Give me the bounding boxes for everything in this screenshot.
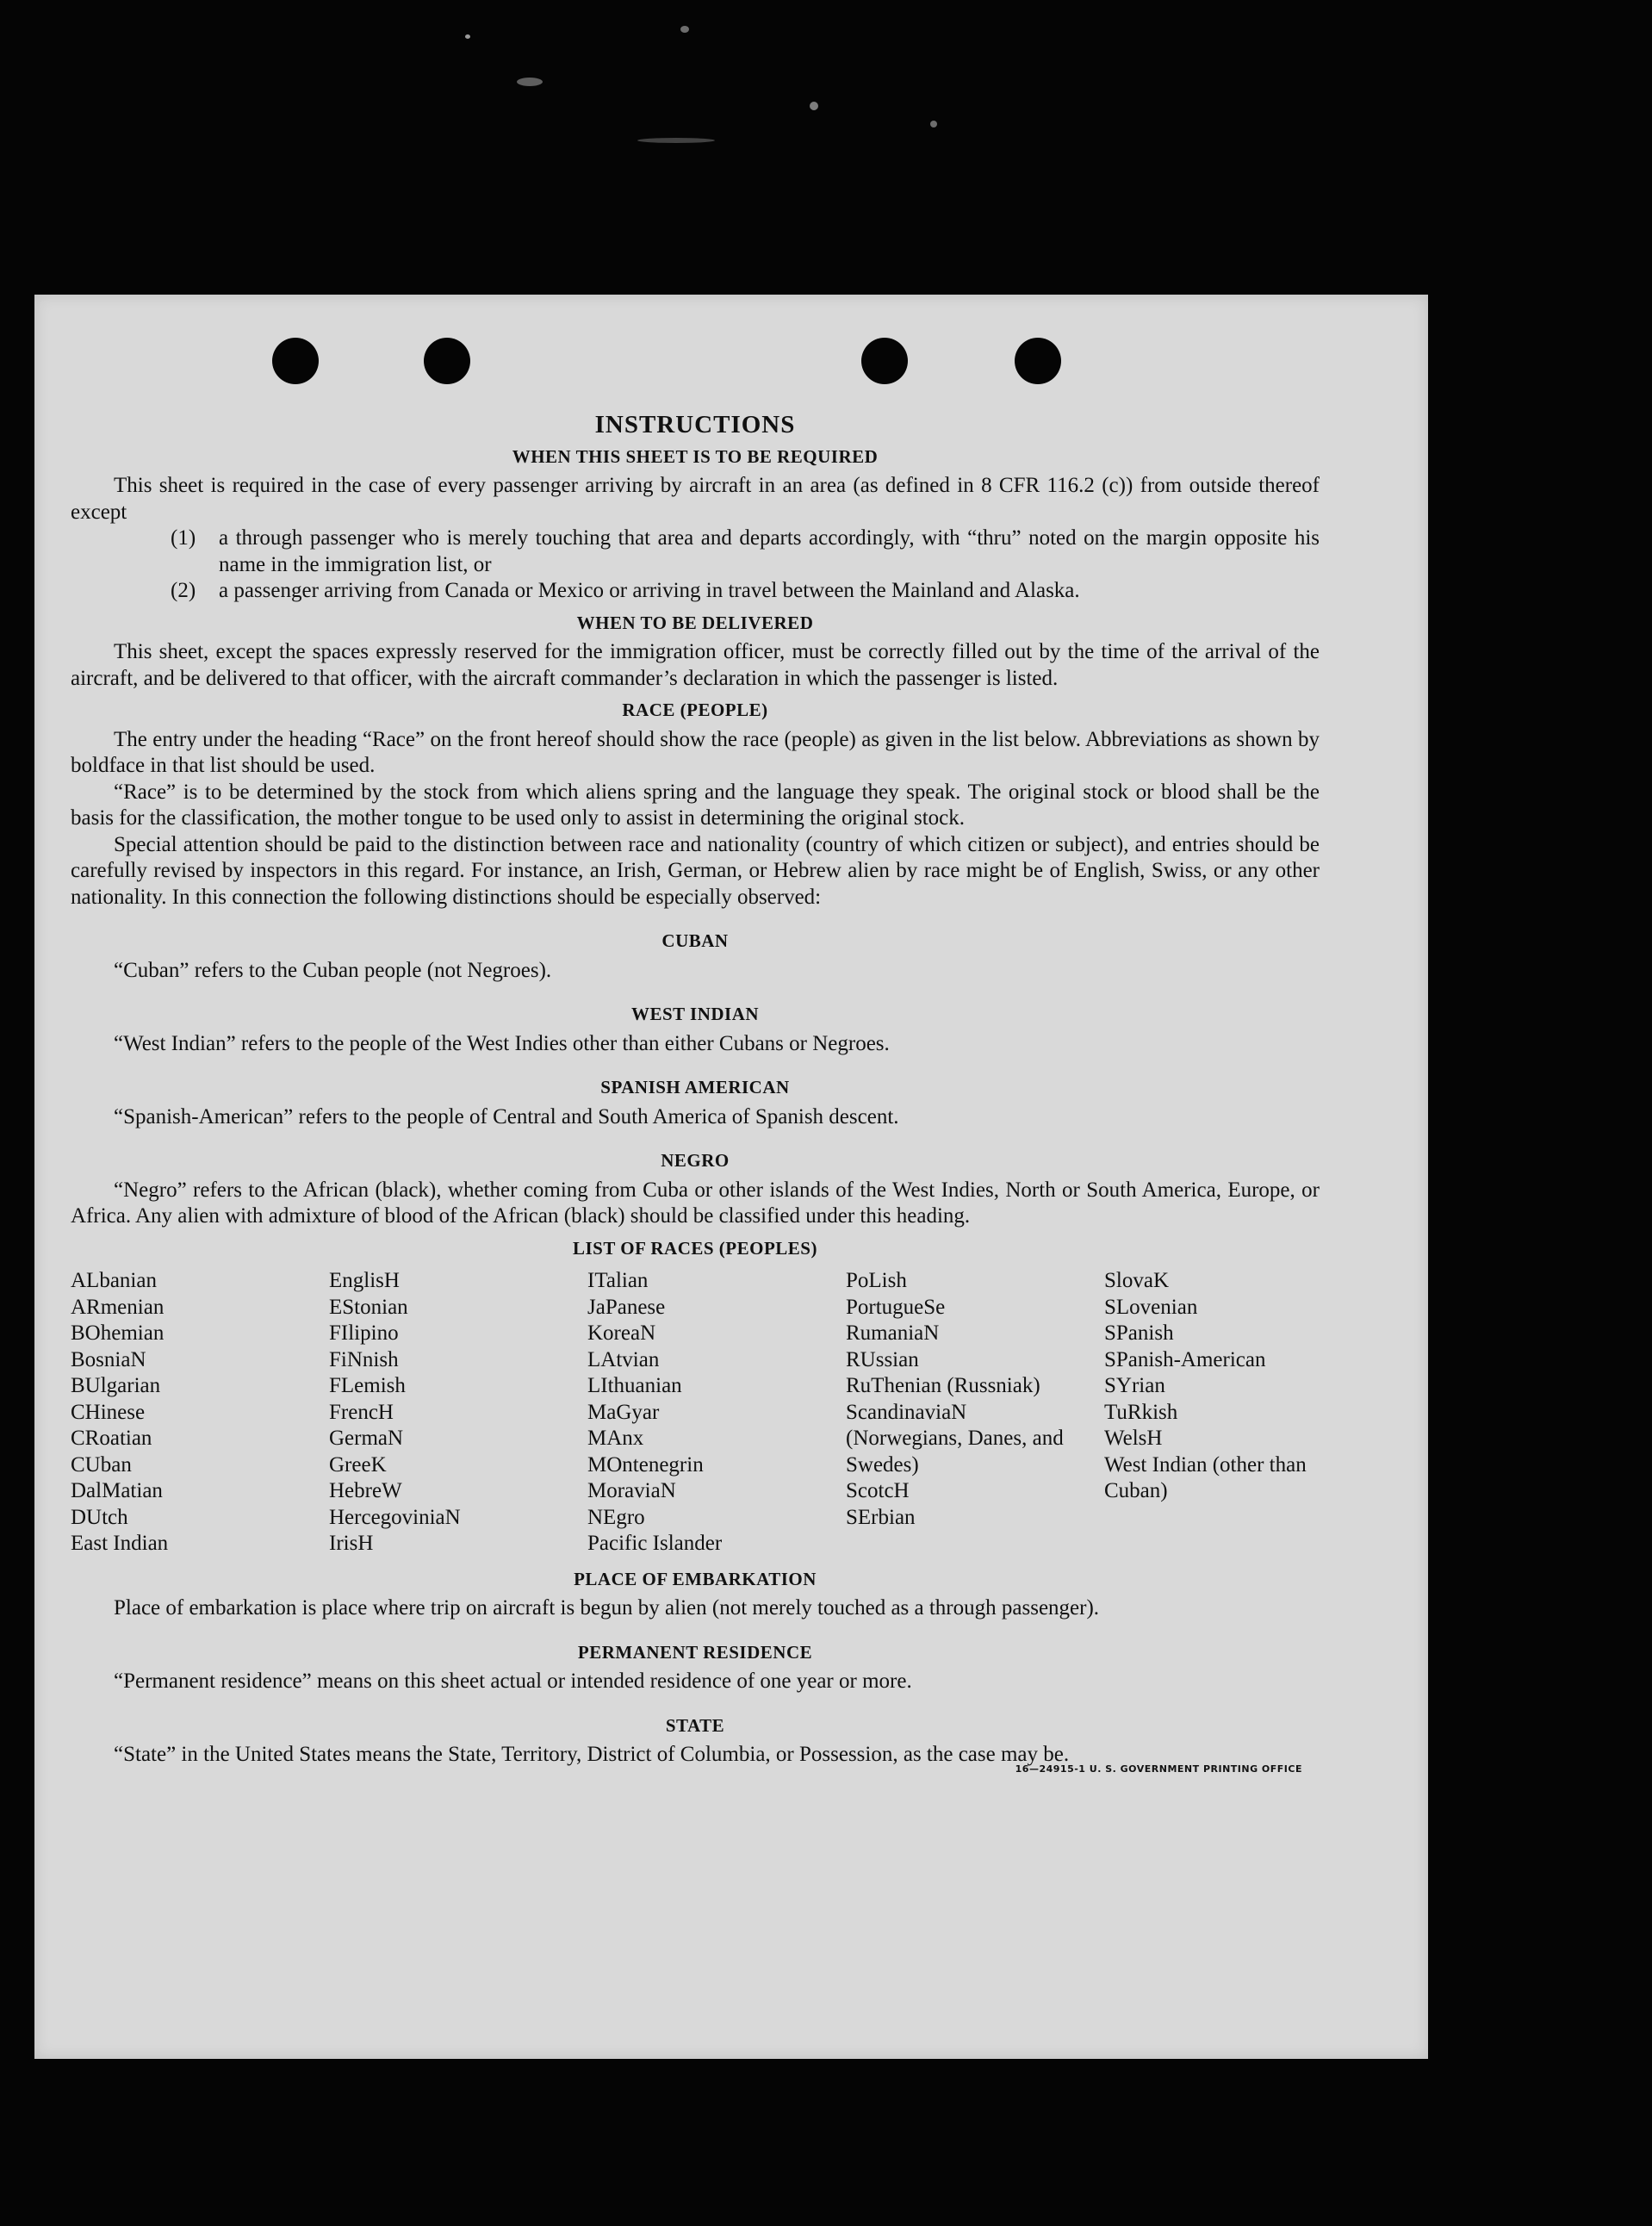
exception-text: a passenger arriving from Canada or Mexico or arriving in travel between the Mainland and Alaska.	[219, 579, 1080, 602]
race-item: MOntenegrin	[587, 1452, 704, 1477]
race-item: FIlipino	[329, 1321, 399, 1345]
race-item: LAtvian	[587, 1347, 660, 1371]
race-item: BOhemian	[71, 1321, 165, 1345]
race-column-3	[587, 1268, 829, 1558]
printing-office-code: 16—24915-1 U. S. GOVERNMENT PRINTING OFFICE	[1015, 1763, 1302, 1775]
race-item: East Indian	[71, 1532, 169, 1555]
race-item: JaPanese	[587, 1295, 666, 1319]
race-item: MaGyar	[587, 1400, 660, 1424]
race-item: NEgro	[587, 1505, 645, 1529]
race-item: PoLish	[846, 1269, 907, 1292]
race-item: ALbanian	[71, 1269, 157, 1292]
scan-speck	[517, 78, 543, 86]
punch-hole	[861, 338, 908, 384]
race-item: EnglisH	[329, 1269, 400, 1292]
west-indian-text: “West Indian” refers to the people of the West Indies other than either Cubans or Negroes.	[114, 1031, 890, 1055]
embarkation-text: Place of embarkation is place where trip on aircraft is begun by alien (not merely touched as a through passenger).	[114, 1596, 1100, 1620]
race-item: TuRkish	[1104, 1400, 1178, 1424]
race-column-4	[846, 1268, 1087, 1558]
race-item: HebreW	[329, 1479, 402, 1502]
section-heading-cuban: CUBAN	[661, 930, 729, 951]
section-heading-spanish-american: SPANISH AMERICAN	[600, 1077, 790, 1097]
section-heading-list-of-races: LIST OF RACES (PEOPLES)	[573, 1237, 817, 1259]
race-item: IrisH	[329, 1532, 374, 1555]
negro-text: “Negro” refers to the African (black), whether coming from Cuba or other islands of the West Indies, North or South America, Europe, or Africa. Any alien with admixture of blood of the African (black) should be classified under this heading.	[71, 1178, 1320, 1228]
race-item: DUtch	[71, 1505, 128, 1529]
race-column-2	[329, 1268, 570, 1558]
race-list	[71, 1268, 1320, 1558]
punch-hole	[1015, 338, 1061, 384]
scan-speck	[680, 26, 689, 33]
race-item: DalMatian	[71, 1479, 163, 1502]
race-item: ScotcH	[846, 1479, 910, 1502]
section-heading-race: RACE (PEOPLE)	[622, 700, 768, 720]
race-item: BosniaN	[71, 1347, 146, 1371]
race-item: SlovaK	[1104, 1269, 1169, 1292]
exception-number: (1)	[171, 526, 196, 550]
sheet-content	[71, 412, 1320, 1782]
race-item: BUlgarian	[71, 1374, 161, 1397]
exception-text: a through passenger who is merely touching that area and departs accordingly, with “thru” noted on the margin opposite his name in the immigration list, or	[219, 526, 1320, 576]
exception-item-1	[71, 525, 1320, 578]
section-heading-permanent-residence: PERMANENT RESIDENCE	[577, 1641, 813, 1663]
section-heading-negro: NEGRO	[661, 1150, 730, 1171]
race-item: SPanish	[1104, 1321, 1174, 1345]
race-item: PortugueSe	[846, 1295, 946, 1319]
race-item: GreeK	[329, 1452, 387, 1477]
race-item: FrencH	[329, 1400, 394, 1424]
cuban-text: “Cuban” refers to the Cuban people (not Negroes).	[114, 958, 552, 982]
punch-hole	[272, 338, 319, 384]
race-item: ScandinaviaN (Norwegians, Danes, and Swedes)	[846, 1400, 1064, 1477]
race-item: MoraviaN	[587, 1479, 676, 1502]
race-item: SErbian	[846, 1505, 916, 1529]
when-delivered-text: This sheet, except the spaces expressly reserved for the immigration officer, must be correctly filled out by the time of the arrival of the aircraft, and be delivered to that officer, with the aircraft commander’s declaration in which the passenger is listed.	[71, 640, 1320, 690]
section-heading-west-indian: WEST INDIAN	[630, 1004, 760, 1024]
section-heading-state: STATE	[665, 1714, 725, 1736]
race-item: HercegoviniaN	[329, 1505, 461, 1529]
section-heading-embarkation: PLACE OF EMBARKATION	[574, 1568, 817, 1589]
race-item: KoreaN	[587, 1321, 656, 1345]
race-column-5	[1104, 1268, 1320, 1558]
permanent-residence-text: “Permanent residence” means on this sheet actual or intended residence of one year or more.	[114, 1670, 912, 1693]
exception-number: (2)	[171, 579, 196, 602]
race-item: SYrian	[1104, 1374, 1165, 1397]
spanish-american-text: “Spanish-American” refers to the people of Central and South America of Spanish descent.	[114, 1104, 899, 1129]
race-item: CUban	[71, 1452, 132, 1477]
race-column-1	[71, 1268, 312, 1558]
section-heading-when-delivered: WHEN TO BE DELIVERED	[576, 612, 814, 633]
race-item: RuThenian (Russniak)	[846, 1374, 1040, 1397]
race-item: CHinese	[71, 1400, 146, 1424]
punch-hole	[424, 338, 470, 384]
race-item: FiNnish	[329, 1347, 399, 1371]
page-title: INSTRUCTIONS	[594, 411, 796, 438]
exception-item-2	[71, 578, 1320, 605]
race-item: West Indian (other than Cuban)	[1104, 1452, 1307, 1502]
race-item: GermaN	[329, 1427, 404, 1450]
race-item: SLovenian	[1104, 1295, 1198, 1319]
race-item: ITalian	[587, 1269, 649, 1292]
scan-speck	[465, 34, 470, 39]
when-required-intro: This sheet is required in the case of every passenger arriving by aircraft in an area (as defined in 8 CFR 116.2 (c)) from outside thereof except	[71, 474, 1320, 524]
race-item: RumaniaN	[846, 1321, 940, 1345]
race-item: RUssian	[846, 1347, 919, 1371]
race-item: SPanish-American	[1104, 1347, 1266, 1371]
section-heading-when-required: WHEN THIS SHEET IS TO BE REQUIRED	[512, 445, 879, 467]
scan-speck	[930, 121, 937, 127]
state-text: “State” in the United States means the State, Territory, District of Columbia, or Possession, as the case may be.	[114, 1743, 1070, 1766]
scan-speck	[810, 102, 818, 110]
race-paragraph-2: “Race” is to be determined by the stock from which aliens spring and the language they speak. The original stock or blood shall be the basis for the classification, the mother tongue to be used only to assist in determining the original stock.	[71, 780, 1320, 830]
race-item: WelsH	[1104, 1427, 1163, 1450]
race-paragraph-3: Special attention should be paid to the distinction between race and nationality (country of which citizen or subject), and entries should be carefully revised by inspectors in this regard. For instance, an Irish, German, or Hebrew alien by race might be of English, Swiss, or any other nationality. In this connection the following distinctions should be especially observed:	[71, 832, 1320, 909]
race-item: FLemish	[329, 1374, 406, 1397]
instruction-sheet	[34, 295, 1428, 2059]
race-item: CRoatian	[71, 1427, 152, 1450]
race-item: Pacific Islander	[587, 1532, 723, 1555]
scan-speck	[637, 138, 715, 143]
race-item: ARmenian	[71, 1295, 165, 1319]
race-item: LIthuanian	[587, 1374, 682, 1397]
race-item: MAnx	[587, 1427, 644, 1450]
race-paragraph-1: The entry under the heading “Race” on the front hereof should show the race (people) as given in the list below. Abbreviations as shown by boldface in that list should be used.	[71, 727, 1320, 777]
race-item: EStonian	[329, 1295, 408, 1319]
